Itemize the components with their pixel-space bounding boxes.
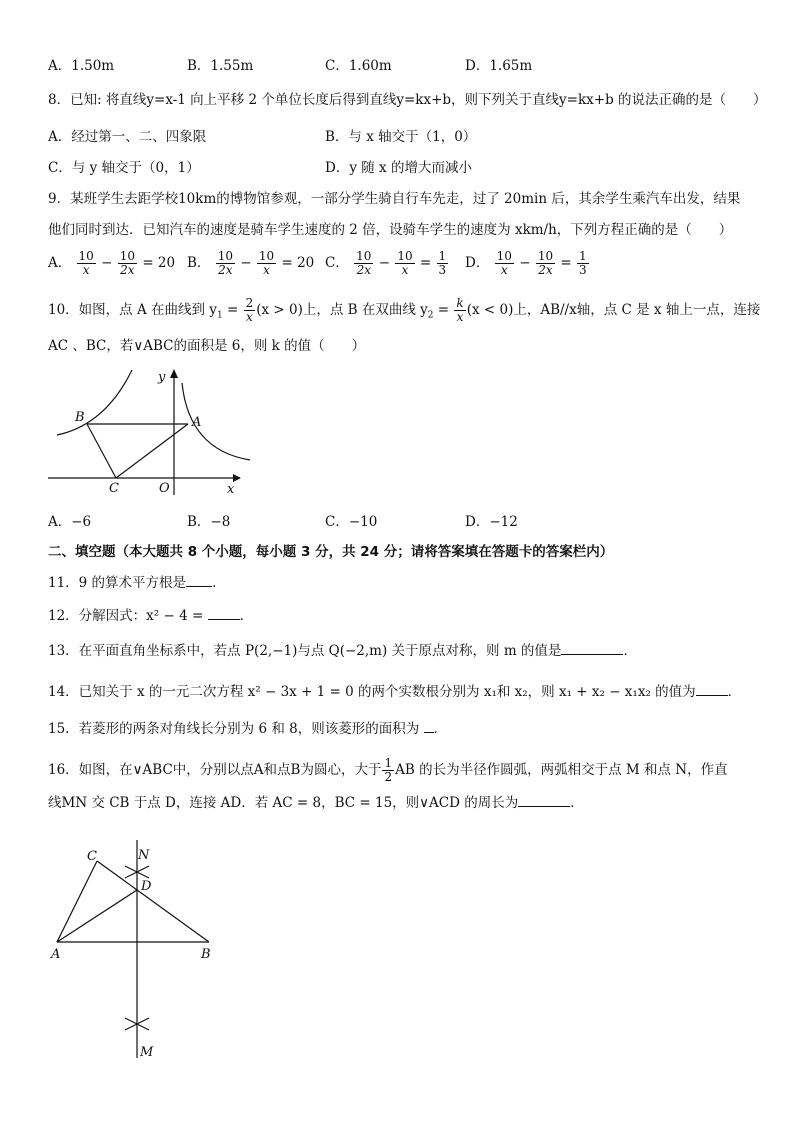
q8-option-c: C．与 y 轴交于（0，1） bbox=[48, 160, 200, 176]
q7-option-b: B．1.55m bbox=[187, 58, 254, 74]
label-c: C bbox=[87, 849, 97, 864]
q10-option-b: B．−8 bbox=[187, 514, 231, 530]
q10-figure bbox=[45, 365, 255, 500]
answer-blank bbox=[424, 720, 434, 733]
q9-option-b-label: B． bbox=[187, 255, 211, 271]
q9-option-a: A． $\frac{10}{x}$ − $\frac{10}{2x}$ = 20 bbox=[48, 249, 176, 277]
fraction: $\frac{1}{2}$ bbox=[384, 756, 393, 784]
label-o: O bbox=[159, 481, 170, 496]
q7-option-c: C．1.60m bbox=[325, 58, 392, 74]
x-axis-arrow bbox=[233, 474, 241, 482]
q10-stem-line2: AC 、BC，若∨ABC的面积是 6，则 k 的值（ ） bbox=[48, 338, 366, 354]
q9-stem-line1: 9．某班学生去距学校10km的博物馆参观，一部分学生骑自行车先走，过了 20min 后，其余学生乘汽车出发，结果 bbox=[48, 191, 741, 207]
q16-figure bbox=[45, 838, 225, 1063]
label-n: N bbox=[138, 848, 150, 863]
segment-ad bbox=[57, 890, 137, 942]
label-x: x bbox=[227, 482, 235, 497]
fraction: $\frac{10}{2x}$ bbox=[119, 249, 136, 277]
fraction: $\frac{2}{x}$ bbox=[245, 296, 254, 324]
q9-option-b: B． $\frac{10}{2x}$ − $\frac{10}{x}$ = 20 bbox=[187, 249, 315, 277]
label-y: y bbox=[158, 370, 166, 385]
q12: 12．分解因式：x² − 4 = ． bbox=[48, 608, 254, 624]
q15: 15．若菱形的两条对角线长分别为 6 和 8，则该菱形的面积为 ． bbox=[48, 721, 448, 737]
segment-bc bbox=[87, 424, 116, 478]
fraction: $\frac{10}{2x}$ bbox=[356, 249, 372, 277]
answer-blank bbox=[208, 607, 240, 620]
q16-stem-line2: 线MN 交 CB 于点 D，连接 AD．若 AC = 8，BC = 15，则∨ACD 的周长为 ． bbox=[48, 795, 584, 811]
q7-option-a: A．1.50m bbox=[48, 58, 115, 74]
y-axis-arrow bbox=[170, 369, 178, 378]
label-d: D bbox=[141, 879, 152, 894]
answer-blank bbox=[186, 574, 212, 587]
fraction: $\frac{10}{x}$ bbox=[78, 249, 94, 277]
q8-option-a: A．经过第一、二、四象限 bbox=[48, 129, 207, 145]
segment-bc bbox=[97, 861, 209, 942]
answer-blank bbox=[561, 642, 623, 655]
q8-option-b: B．与 x 轴交于（1，0） bbox=[325, 129, 477, 145]
label-b: B bbox=[75, 410, 85, 425]
fraction: $\frac{10}{2x}$ bbox=[217, 249, 233, 277]
q16-stem-line1: 16．如图，在∨ABC中，分别以点A和点B为圆心，大于 $\frac{1}{2}$ AB 的长为半径作圆弧，两弧相交于点 M 和点 N，作直 bbox=[48, 756, 728, 784]
answer-blank bbox=[518, 794, 570, 807]
label-a: A bbox=[51, 947, 61, 962]
q9-option-d-label: D． bbox=[465, 255, 490, 271]
q9-option-c-label: C． bbox=[325, 255, 349, 271]
q9-stem-line2: 他们同时到达．已知汽车的速度是骑车学生速度的 2 倍，设骑车学生的速度为 xkm/h，下列方程正确的是（ ） bbox=[48, 222, 733, 238]
answer-blank bbox=[696, 683, 728, 696]
segment-ac bbox=[116, 424, 188, 478]
q9-option-c: C． $\frac{10}{2x}$ − $\frac{10}{x}$ = $\frac{1}{3}$ bbox=[325, 249, 447, 277]
q10-option-c: C．−10 bbox=[325, 514, 378, 530]
segment-ca bbox=[57, 861, 97, 942]
fraction: $\frac{1}{3}$ bbox=[438, 249, 447, 277]
q9-option-d: D． $\frac{10}{x}$ − $\frac{10}{2x}$ = $\frac{1}{3}$ bbox=[465, 249, 587, 277]
label-a: A bbox=[192, 415, 202, 430]
q14: 14．已知关于 x 的一元二次方程 x² − 3x + 1 = 0 的两个实数根分别为 x₁和 x₂，则 x₁ + x₂ − x₁x₂ 的值为 ． bbox=[48, 684, 742, 700]
fraction: $\frac{10}{2x}$ bbox=[537, 249, 554, 277]
label-m: M bbox=[140, 1045, 154, 1060]
label-b: B bbox=[201, 947, 211, 962]
label-c: C bbox=[109, 481, 119, 496]
q10-option-d: D．−12 bbox=[465, 514, 518, 530]
fraction: $\frac{k}{x}$ bbox=[456, 296, 464, 324]
fraction: $\frac{1}{3}$ bbox=[579, 249, 587, 277]
q8-stem: 8．已知: 将直线y=x-1 向上平移 2 个单位长度后得到直线y=kx+b，则下列关于直线y=kx+b 的说法正确的是（ ） bbox=[48, 92, 767, 108]
q13: 13．在平面直角坐标系中，若点 P(2,−1)与点 Q(−2,m) 关于原点对称，则 m 的值是 ． bbox=[48, 643, 637, 659]
hyperbola-left bbox=[57, 370, 132, 435]
q9-option-a-label: A． bbox=[48, 255, 72, 271]
q10-option-a: A．−6 bbox=[48, 514, 92, 530]
section-heading: 二、填空题（本大题共 8 个小题，每小题 3 分，共 24 分；请将答案填在答题卡的答案栏内） bbox=[48, 544, 614, 560]
q10-stem-line1: 10．如图，点 A 在曲线到 $y_1$ = $\frac{2}{x}$ (x > 0)上，点 B 在双曲线 $y_2$ = $\frac{k}{x}$ (x < 0)上，AB//x轴，点 C 是 x 轴上一点，连接 bbox=[48, 296, 761, 324]
q11: 11．9 的算术平方根是 ． bbox=[48, 575, 226, 591]
fraction: $\frac{10}{x}$ bbox=[258, 249, 275, 277]
fraction: $\frac{10}{x}$ bbox=[496, 249, 512, 277]
q7-option-d: D．1.65m bbox=[465, 58, 533, 74]
q8-option-d: D．y 随 x 的增大而减小 bbox=[325, 160, 472, 176]
fraction: $\frac{10}{x}$ bbox=[397, 249, 413, 277]
